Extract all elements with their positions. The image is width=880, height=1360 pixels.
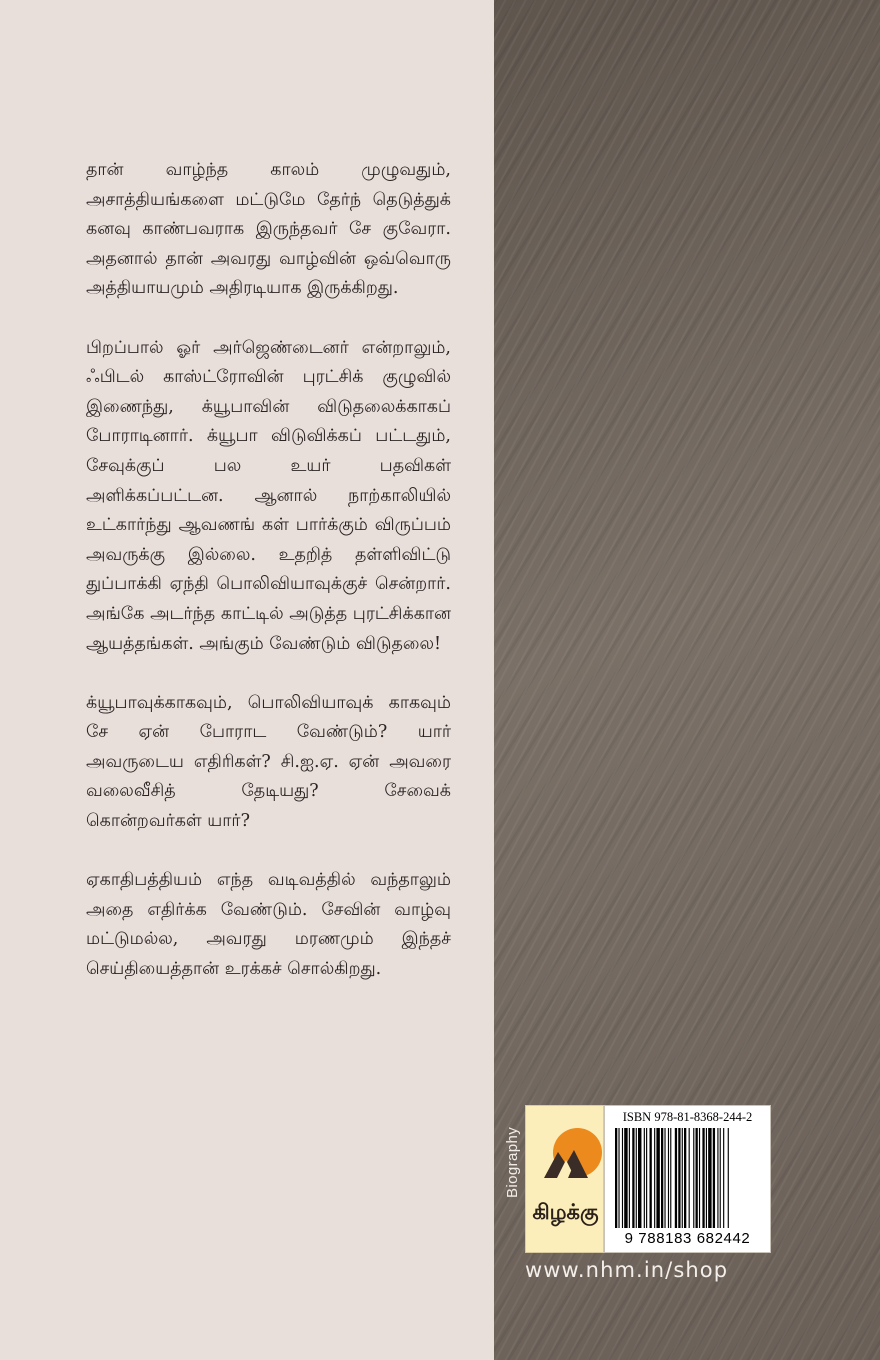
isbn-label: ISBN 978-81-8368-244-2 bbox=[622, 1110, 753, 1124]
barcode-bar bbox=[728, 1128, 729, 1228]
blurb-text bbox=[86, 156, 451, 1014]
genre-label: Biography bbox=[504, 1126, 521, 1198]
blurb-paragraph-3: க்யூபாவுக்காகவும், பொலிவியாவுக் காகவும் சே ஏன் போராட வேண்டும்? யார் அவருடைய எதிரிகள்? சி.ஐ.ஏ. ஏன் அவரை வலைவீசித் தேடியது? சேவைக் கொன்றவர்கள் யார்? bbox=[86, 692, 451, 832]
publisher-logo-text: கிழக்கு bbox=[532, 1200, 599, 1224]
barcode-bar bbox=[713, 1128, 715, 1228]
barcode-bar bbox=[670, 1128, 671, 1228]
barcode-bar bbox=[629, 1128, 630, 1228]
barcode-bar bbox=[723, 1128, 724, 1228]
barcode bbox=[604, 1105, 771, 1253]
barcode-bar bbox=[650, 1128, 652, 1228]
barcode-bar bbox=[656, 1128, 659, 1228]
barcode-bar bbox=[664, 1128, 665, 1228]
barcode-bar bbox=[696, 1128, 698, 1228]
publisher-website[interactable]: www.nhm.in/shop bbox=[525, 1258, 729, 1282]
barcode-bar bbox=[702, 1128, 704, 1228]
publisher-logo bbox=[525, 1105, 604, 1253]
barcode-bar bbox=[636, 1128, 637, 1228]
barcode-bar bbox=[678, 1128, 680, 1228]
barcode-bar bbox=[624, 1128, 627, 1228]
barcode-bar bbox=[632, 1128, 634, 1228]
barcode-bar bbox=[684, 1128, 686, 1228]
barcode-bar bbox=[699, 1128, 700, 1228]
barcode-bar bbox=[646, 1128, 647, 1228]
barcode-bar bbox=[668, 1128, 669, 1228]
blurb-paragraph-1: தான் வாழ்ந்த காலம் முழுவதும், அசாத்தியங்களை மட்டுமே தேர்ந் தெடுத்துக் கனவு காண்பவராக இருந்தவர் சே குவேரா. அதனால் தான் அவரது வாழ்வின் ஒவ்வொரு அத்தியாயமும் அதிரடியாக இருக்கிறது. bbox=[86, 160, 451, 299]
barcode-bar bbox=[618, 1128, 619, 1228]
barcode-bar bbox=[661, 1128, 663, 1228]
barcode-bar bbox=[689, 1128, 690, 1228]
mountain-icon bbox=[544, 1146, 588, 1178]
barcode-bar bbox=[693, 1128, 694, 1228]
barcode-bar bbox=[615, 1128, 617, 1228]
barcode-bar bbox=[717, 1128, 718, 1228]
barcode-number: 9 788183 682442 bbox=[624, 1230, 751, 1247]
blurb-paragraph-4: ஏகாதிபத்தியம் எந்த வடிவத்தில் வந்தாலும் அதை எதிர்க்க வேண்டும். சேவின் வாழ்வு மட்டுமல்ல, அவரது மரணமும் இந்தச் செய்தியைத்தான் உரக்கச் சொல்கிறது. bbox=[86, 870, 451, 980]
barcode-bar bbox=[675, 1128, 677, 1228]
barcode-bar bbox=[720, 1128, 721, 1228]
barcode-bar bbox=[644, 1128, 645, 1228]
barcode-bar bbox=[654, 1128, 655, 1228]
barcode-bars bbox=[615, 1128, 764, 1234]
barcode-bar bbox=[708, 1128, 711, 1228]
barcode-bar bbox=[682, 1128, 683, 1228]
blurb-paragraph-2: பிறப்பால் ஓர் அர்ஜெண்டைனர் என்றாலும், ஃபிடல் காஸ்ட்ரோவின் புரட்சிக் குழுவில் இணைந்து, க்யூபாவின் விடுதலைக்காகப் போராடினார். க்யூபா விடுவிக்கப் பட்டதும், சேவுக்குப் பல உயர் பதவிகள் அளிக்கப்பட்டன. ஆனால் நாற்காலியில் உட்கார்ந்து ஆவணங் கள் பார்க்கும் விருப்பம் அவருக்கு இல்லை. உதறித் தள்ளிவிட்டு துப்பாக்கி ஏந்தி பொலிவியாவுக்குச் சென்றார். அங்கே அடர்ந்த காட்டில் அடுத்த புரட்சிக்கான ஆயத்தங்கள். அங்கும் வேண்டும் விடுதலை! bbox=[86, 337, 451, 654]
barcode-bar bbox=[706, 1128, 707, 1228]
barcode-bar bbox=[622, 1128, 623, 1228]
barcode-bar bbox=[638, 1128, 641, 1228]
